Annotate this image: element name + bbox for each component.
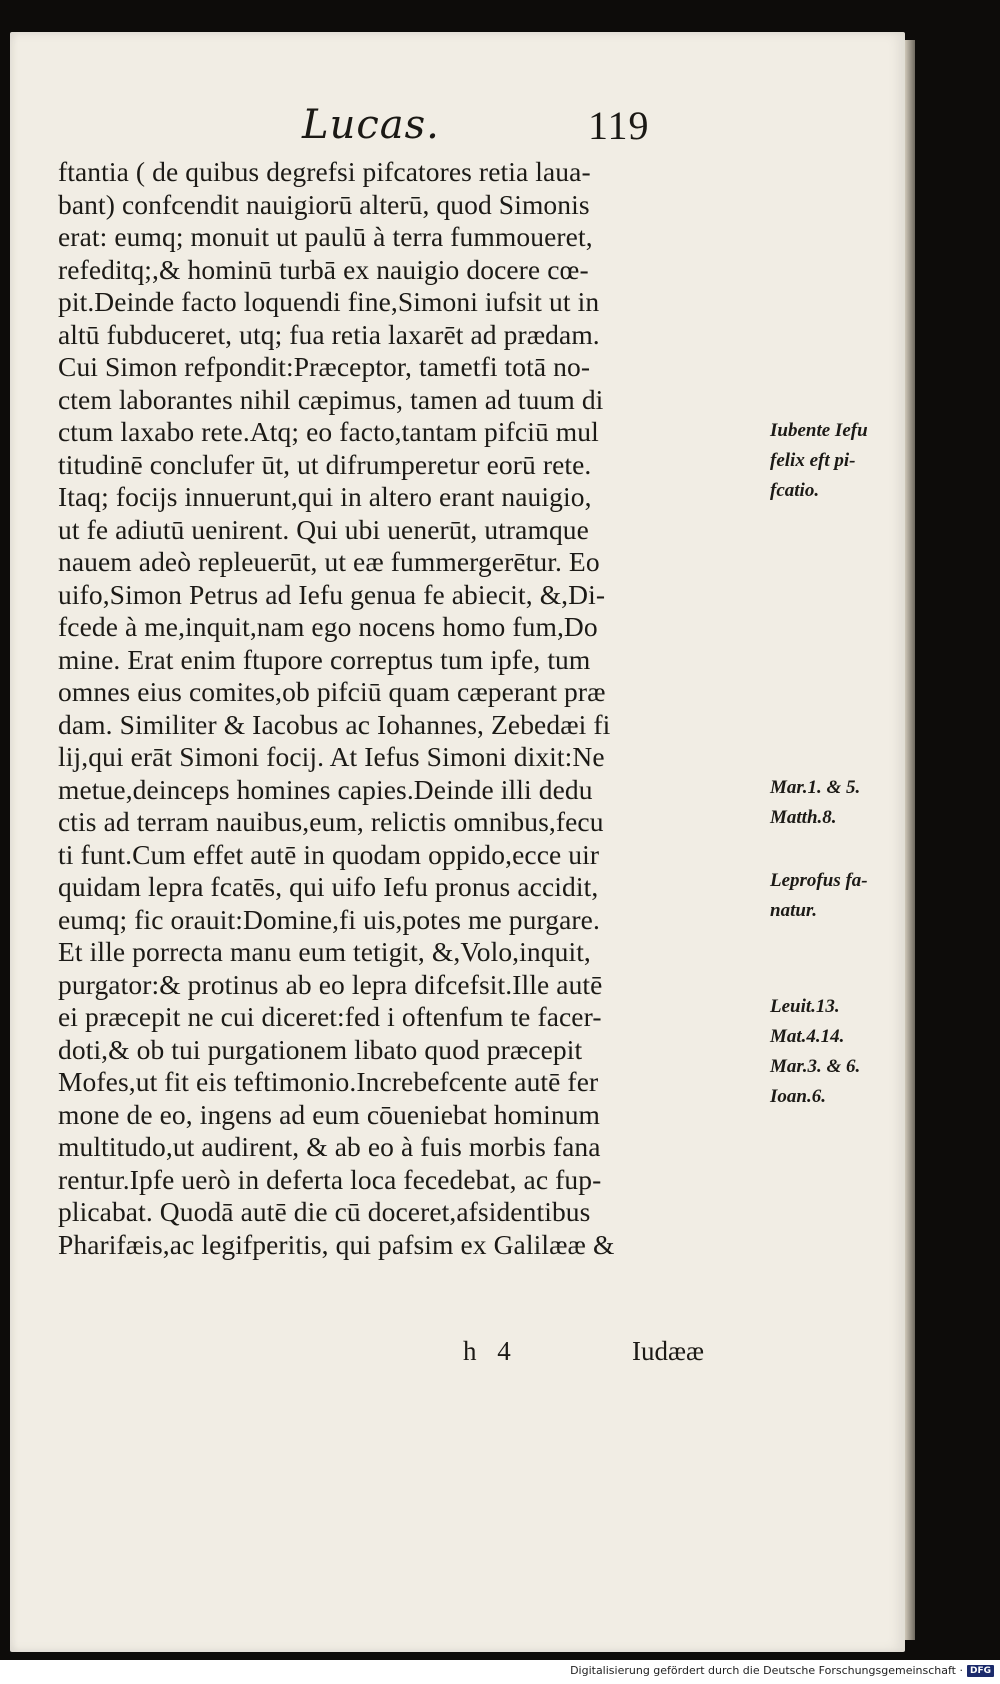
text-line: ut fe adiutū uenirent. Qui ubi uenerūt, utramque	[58, 513, 589, 545]
page-number: 119	[588, 103, 650, 148]
text-line: purgator:& protinus ab eo lepra difcefsit.Ille autē	[58, 968, 603, 1000]
text-line: multitudo,ut audirent, & ab eo à fuis morbis fana	[58, 1131, 601, 1162]
running-head	[10, 102, 905, 152]
page-edge	[905, 40, 915, 1640]
text-line: eumq; fic orauit:Domine,fi uis,potes me purgare.	[58, 903, 600, 935]
marginal-note	[770, 866, 868, 926]
dfg-logo: DFG	[967, 1665, 994, 1677]
text-line: rentur.Ipfe uerò in deferta loca fecedebat, ac fup-	[58, 1163, 602, 1195]
text-line: lij,qui erāt Simoni focij. At Iefus Simoni dixit:Ne	[58, 741, 605, 772]
digitization-credit	[570, 1664, 994, 1677]
marginal-note-line: Leuit.13.	[770, 996, 840, 1017]
text-line: titudinē conclufer ūt, ut difrumperetur eorū rete.	[58, 448, 592, 480]
text-line: mone de eo, ingens ad eum cōueniebat hominum	[58, 1098, 601, 1130]
text-line: mine. Erat enim ftupore correptus tum ipfe, tum	[58, 643, 591, 675]
text-line: erat: eumq; monuit ut paulū à terra fummoueret,	[58, 221, 593, 252]
marginal-note-line: natur.	[770, 900, 818, 921]
marginal-note-line: Mar.1. & 5.	[770, 777, 861, 798]
text-line: uifo,Simon Petrus ad Iefu genua fe abiecit, &,Di-	[58, 578, 606, 610]
text-line: metue,deinceps homines capies.Deinde illi dedu	[58, 773, 593, 805]
text-line: plicabat. Quodā autē die cū doceret,afsidentibus	[58, 1196, 591, 1227]
main-text-block	[58, 156, 868, 1261]
text-line: refeditq;,& hominū turbā ex nauigio docere cœ-	[58, 253, 589, 285]
credit-text: Digitalisierung gefördert durch die Deutsche Forschungsgemeinschaft ·	[570, 1664, 963, 1677]
page-footer	[10, 1336, 905, 1372]
text-line: quidam lepra fcatēs, qui uifo Iefu pronus accidit,	[58, 871, 599, 902]
marginal-note-line: Matth.8.	[770, 807, 837, 828]
text-line: Mofes,ut fit eis teftimonio.Increbefcente autē fer	[58, 1066, 599, 1097]
text-line: bant) confcendit nauigiorū alterū, quod Simonis	[58, 188, 590, 220]
marginal-note-line: Leprofus fa-	[770, 870, 868, 891]
marginal-note-line: felix eft pi-	[770, 450, 856, 471]
text-line: fcede à me,inquit,nam ego nocens homo fum,Do	[58, 611, 598, 642]
running-title: Lucas.	[302, 102, 440, 148]
marginal-note	[770, 416, 868, 506]
marginal-note	[770, 992, 860, 1112]
text-line: ftantia ( de quibus degrefsi pifcatores retia laua-	[58, 156, 591, 187]
marginal-note-line: fcatio.	[770, 480, 820, 501]
text-line: doti,& ob tui purgationem libato quod præcepit	[58, 1033, 583, 1065]
text-line: Itaq; focijs innuerunt,qui in altero erant nauigio,	[58, 481, 592, 512]
marginal-note	[770, 773, 860, 833]
text-line: ctem laborantes nihil cæpimus, tamen ad tuum di	[58, 383, 604, 415]
text-line: omnes eius comites,ob pifciū quam cæperant præ	[58, 676, 606, 707]
signature-mark: h 4	[463, 1336, 511, 1366]
text-line: Cui Simon refpondit:Præceptor, tametfi totā no-	[58, 351, 591, 382]
marginal-note-line: Iubente Iefu	[770, 420, 868, 441]
text-line: pit.Deinde facto loquendi fine,Simoni iufsit ut in	[58, 286, 600, 317]
text-line: ctis ad terram nauibus,eum, relictis omnibus,fecu	[58, 806, 604, 837]
text-line: altū fubduceret, utq; fua retia laxarēt ad prædam.	[58, 318, 600, 350]
marginal-note-line: Mar.3. & 6.	[770, 1056, 861, 1077]
text-line: Et ille porrecta manu eum tetigit, &,Volo,inquit,	[58, 936, 591, 967]
marginal-note-line: Ioan.6.	[770, 1086, 826, 1107]
text-line: ctum laxabo rete.Atq; eo facto,tantam pifciū mul	[58, 416, 599, 447]
text-line: nauem adeò repleuerūt, ut eæ fummergerētur. Eo	[58, 546, 600, 577]
text-line: dam. Similiter & Iacobus ac Iohannes, Zebedæi fi	[58, 708, 611, 740]
text-line: Pharifæis,ac legifperitis, qui pafsim ex Galilææ &	[58, 1228, 615, 1260]
text-line: ti funt.Cum effet autē in quodam oppido,ecce uir	[58, 838, 600, 870]
book-page	[10, 32, 905, 1652]
catchword: Iudææ	[632, 1336, 705, 1366]
text-line: ei præcepit ne cui diceret:fed i oftenfum te facer-	[58, 1001, 602, 1032]
marginal-note-line: Mat.4.14.	[770, 1026, 845, 1047]
